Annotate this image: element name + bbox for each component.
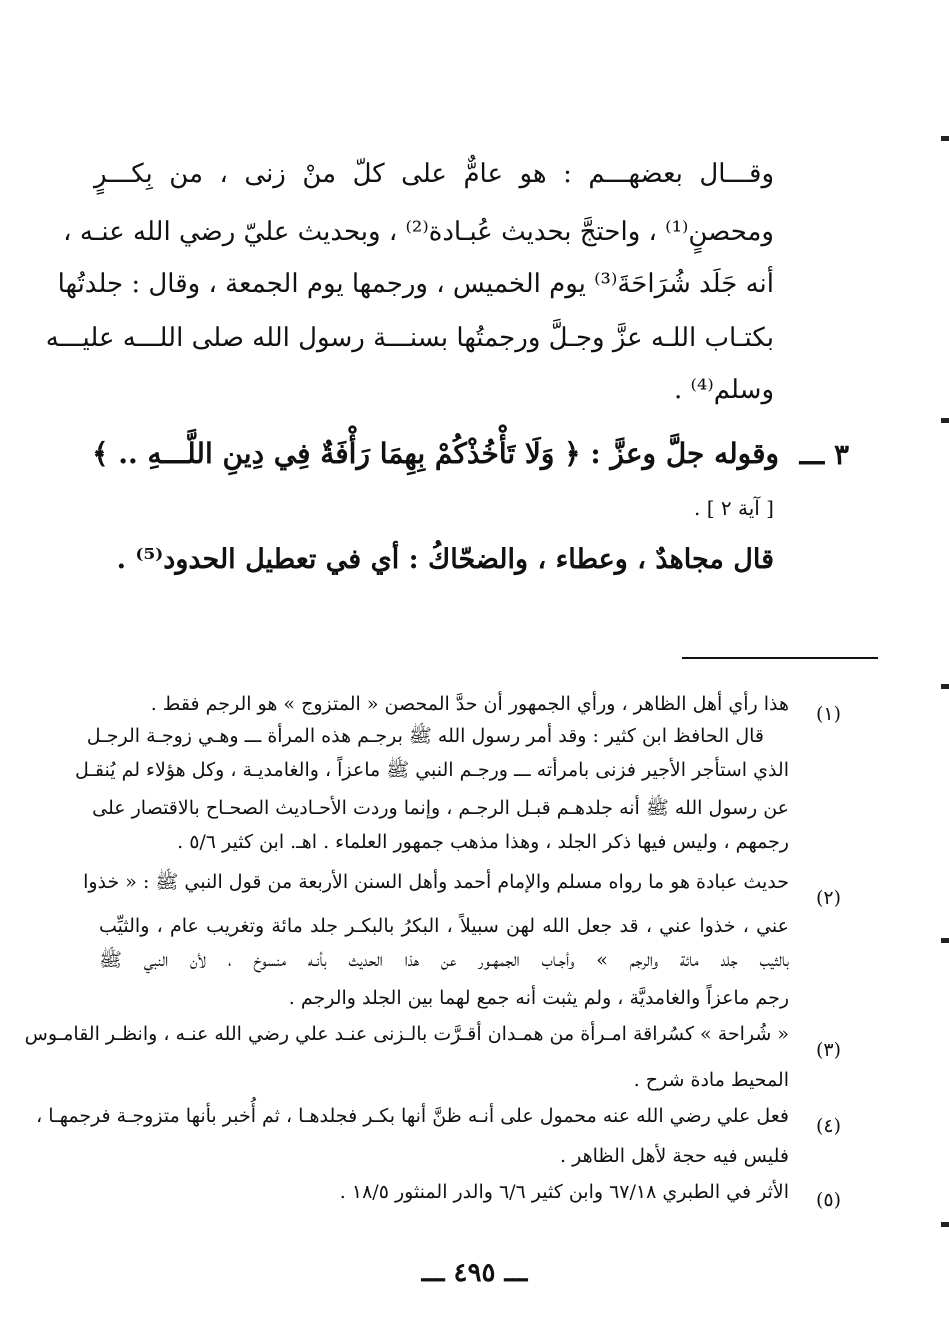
footnote-4-line-2: فليس فيه حجة لأهل الظاهر . [560,1145,789,1167]
scan-mark [941,418,949,423]
footnote-number-1: (١) [815,703,841,725]
footnote-2-line-1: حديث عبادة هو ما رواه مسلم والإمام أحمد وأهل السنن الأربعة من قول النبي ﷺ : « خذوا [83,871,789,893]
footnote-2-line-2: عني ، خذوا عني ، قد جعل الله لهن سبيلاً ، البكرُ بالبكـر جلد مائة وتغريب عام ، والثيِّب [99,915,789,937]
main-text-line-4: بكتـاب اللـه عزَّ وجـلَّ ورجمتُها بسنـــة رسول الله صلى اللـــه عليـــه [45,323,774,353]
page-number: ـــ ٤٩٥ ـــ [421,1258,528,1288]
main-text-line-2: ومحصنٍ⁽¹⁾ ، واحتجَّ بحديث عُبـادة⁽²⁾ ، وبحديث عليّ رضي الله عنـه ، [63,217,774,247]
footnote-number-4: (٤) [815,1115,841,1137]
footnote-separator [682,657,878,659]
scan-mark [941,1222,949,1227]
item-number: ٣ ـــ [799,438,849,471]
footnote-5-line-1: الأثر في الطبري ٦٧/١٨ وابن كثير ٦/٦ والدر المنثور ١٨/٥ . [339,1181,789,1203]
footnote-3-line-1: « شُراحة » كسُراقة امـرأة من همـدان أقـرَّت بالـزنى عنـد علي رضي الله عنـه ، وانظـر القامـوس [24,1023,789,1045]
footnote-2-line-3: بالثيب جلد مائة والرجم » وأجـاب الجمهـور عن هذا الحديث بأنـه منسوخ ، لأن النبي ﷺ [99,949,789,971]
scan-mark [941,938,949,943]
footnote-1b-line-1: قال الحافظ ابن كثير : وقد أمر رسول الله ﷺ برجـم هذه المرأة ـــ وهـي زوجـة الرجـل [86,725,764,747]
footnote-1-line-1: هذا رأي أهل الظاهر ، ورأي الجمهور أن حدَّ المحصن « المتزوج » هو الرجم فقط . [150,693,789,715]
scan-mark [941,136,949,141]
main-text-line-3: أنه جَلَد شُرَاحَةَ⁽³⁾ يوم الخميس ، ورجمها يوم الجمعة ، وقال : جلدتُها [57,269,774,299]
footnote-2-line-4: رجم ماعزاً والغامديَّة ، ولم يثبت أنه جمع لهما بين الجلد والرجم . [288,987,789,1009]
commentary-quote: قال مجاهدٌ ، وعطاء ، والضحّاكُ : أي في تعطيل الحدود⁽⁵⁾ . [116,544,774,575]
footnote-number-2: (٢) [815,887,841,909]
main-text-line-5: وسلم⁽⁴⁾ . [674,375,774,405]
footnote-4-line-1: فعل علي رضي الله عنه محمول على أنـه ظنَّ أنها بكـر فجلدهـا ، ثم أُخبر بأنها متزوجـة فرجمهـا ، [36,1105,789,1127]
footnote-number-5: (٥) [815,1189,841,1211]
quran-verse-line: وقوله جلَّ وعزَّ : ﴿ وَلَا تَأْخُذْكُمْ بِهِمَا رَأْفَةٌ فِي دِينِ اللَّـــهِ .. ﴾ [92,437,779,470]
footnote-1b-line-3: عن رسول الله ﷺ أنه جلدهـم قبـل الرجـم ، وإنما وردت الأحـاديث الصحـاح بالاقتصار على [92,797,789,819]
footnote-number-3: (٣) [815,1039,841,1061]
main-text-line-1: وقـــال بعضهـــم : هو عامٌّ على كلّ منْ زنى ، من بِكـــرٍ [94,159,774,189]
footnote-1b-line-2: الذي استأجر الأجير فزنى بامرأته ـــ ورجـم النبي ﷺ ماعزاً ، والغامديـة ، وكل هؤلاء لم يُنقـل [74,759,789,781]
scan-mark [941,684,949,689]
footnote-3-line-2: المحيط مادة شرح . [633,1069,789,1091]
ayah-reference: [ آية ٢ ] . [694,496,774,520]
footnote-1b-line-4: رجمهم ، وليس فيها ذكر الجلد ، وهذا مذهب جمهور العلماء . اهـ. ابن كثير ٥/٦ . [177,831,789,853]
